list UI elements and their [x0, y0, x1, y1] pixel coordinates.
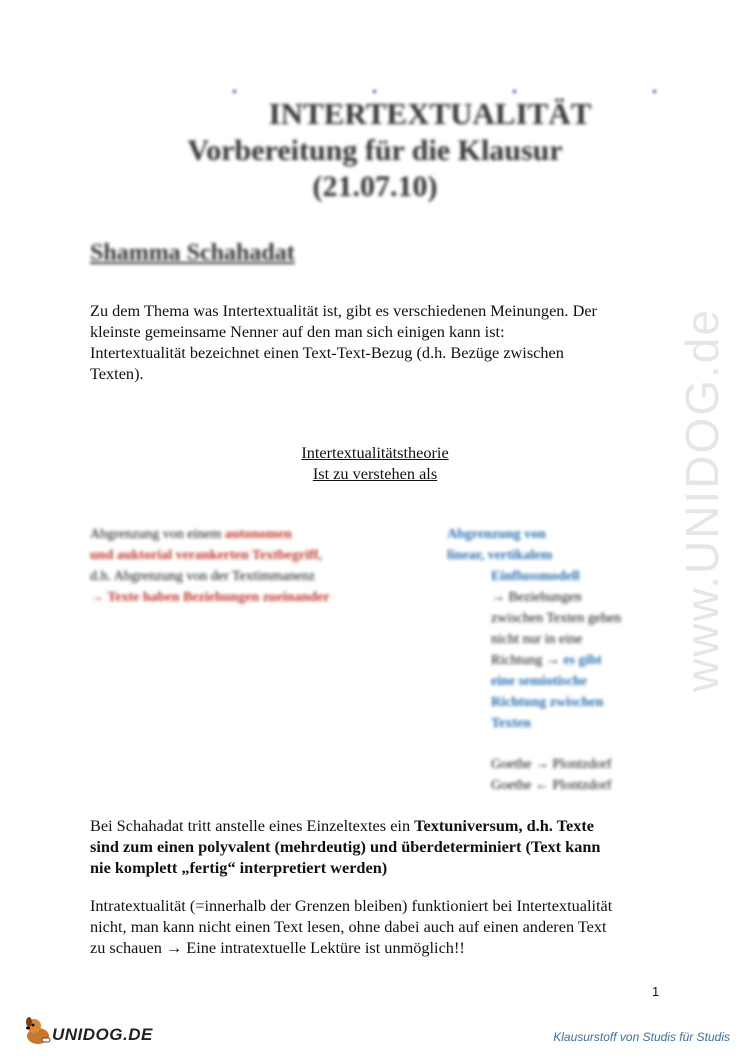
intro-line: Intertextualität bezeichnet einen Text-Text-Bezug (d.h. Bezüge zwischen: [90, 343, 564, 362]
doc-subtitle: Vorbereitung für die Klausur: [187, 134, 563, 167]
dog-logo-icon: [22, 1014, 56, 1048]
schahadat-text: Bei Schahadat tritt anstelle eines Einzeltextes ein: [90, 816, 415, 835]
left-column: [90, 524, 430, 608]
right-line-blue: eine semiotische: [491, 674, 588, 689]
schahadat-bold: nie komplett „fertig“ interpretiert werden): [90, 858, 388, 877]
decor-dot: [512, 89, 517, 94]
right-column: [447, 524, 667, 796]
right-line: → Beziehungen: [491, 590, 582, 605]
decor-dot: [652, 89, 657, 94]
page-number: 1: [652, 984, 660, 999]
left-line-plain: d.h. Abgrenzung von der Textimmanenz: [90, 569, 316, 584]
left-line-plain: Abgrenzung von einem: [90, 527, 225, 542]
watermark-text: www.UNIDOG.de: [676, 308, 728, 692]
right-line-blue: Richtung zwischen: [491, 695, 604, 710]
right-line-blue: linear, vertikalem: [447, 548, 553, 563]
intro-line: kleinste gemeinsame Nenner auf den man sich einigen kann ist:: [90, 322, 505, 341]
watermark: [672, 270, 732, 730]
doc-date: (21.07.10): [312, 170, 438, 203]
schahadat-bold: Textuniversum, d.h. Texte: [414, 816, 595, 835]
schahadat-bold: sind zum einen polyvalent (mehrdeutig) und überdeterminiert (Text kann: [90, 837, 601, 856]
left-line-red: und auktorial verankerten Textbegriff,: [90, 548, 322, 563]
left-line-red: autonomen: [224, 527, 292, 542]
right-line: zwischen Texten gehen: [491, 611, 622, 626]
footer-tagline: Klausurstoff von Studis für Studis: [553, 1030, 730, 1044]
right-line-blue: Texten: [491, 716, 531, 731]
decor-dot: [232, 89, 237, 94]
schahadat-paragraph: [90, 815, 660, 878]
intro-paragraph: [90, 300, 660, 384]
intra-line: zu schauen → Eine intratextuelle Lektüre ist unmöglich!!: [90, 938, 465, 957]
intra-line: nicht, man kann nicht einen Text lesen, ohne dabei auch auf einen anderen Text: [90, 917, 607, 936]
right-line-blue: Abgrenzung von: [447, 527, 546, 542]
right-line: nicht nur in eine: [491, 632, 583, 647]
right-line-blue: Einflussmodell: [491, 569, 580, 584]
author-heading: Shamma Schahadat: [90, 240, 295, 266]
logo-text: UNIDOG.DE: [52, 1025, 153, 1044]
intro-line: Texten).: [90, 364, 144, 383]
right-line: Richtung →: [491, 653, 564, 668]
decor-dot: [372, 89, 377, 94]
intro-line: Zu dem Thema was Intertextualität ist, gibt es verschiedenen Meinungen. Der: [90, 301, 597, 320]
theory-heading: Intertextualitätstheorie: [301, 443, 449, 462]
doc-title: INTERTEXTUALITÄT: [268, 96, 592, 131]
goethe-line: Goethe ← Plontzdorf: [491, 778, 612, 793]
goethe-line: Goethe → Plontzdorf: [491, 757, 612, 772]
theory-subheading: Ist zu verstehen als: [312, 464, 438, 483]
intra-line: Intratextualität (=innerhalb der Grenzen bleiben) funktioniert bei Intertextualität: [90, 896, 613, 915]
intra-paragraph: [90, 895, 660, 958]
left-line-red: → Texte haben Beziehungen zueinander: [90, 590, 330, 605]
right-line-blue: es gibt: [563, 653, 602, 668]
